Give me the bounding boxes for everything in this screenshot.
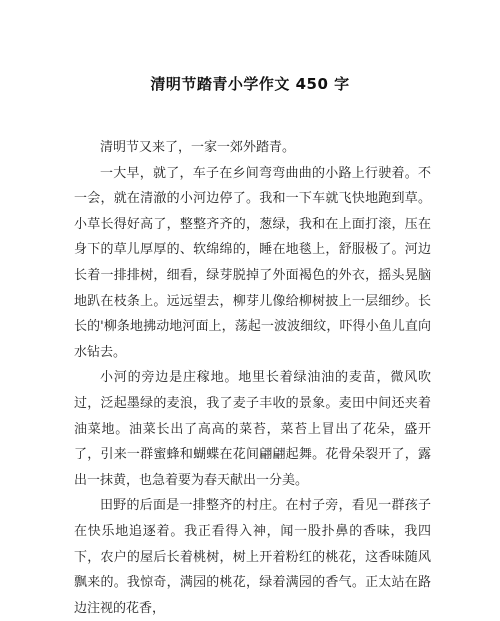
paragraph-2: 一大早，就了，车子在乡间弯弯曲曲的小路上行驶着。不一会，就在清澈的小河边停了。我和一下车就飞快地跑到草。小草长得好高了，整整齐齐的，葱绿，我和在上面打滚，压在身下的草儿厚厚的、软绵绵的，睡在地毯上，舒服极了。河边长着一排排树，细看，绿芽脱掉了外面褐色的外衣，摇头晃脑地趴在枝条上。远远望去，柳芽儿像给柳树披上一层细纱。长长的'柳条地拂动地河面上，荡起一波波细纹，吓得小鱼儿直向水钻去。 [74, 165, 431, 360]
document-title: 清明节踏青小学作文 450 字 [150, 75, 350, 93]
paragraph-1: 清明节又来了，一家一郊外踏青。 [100, 140, 296, 155]
paragraph-4: 田野的后面是一排整齐的村庄。在村子旁，看见一群孩子在快乐地追逐着。我正看得入神，闻一股扑鼻的香味，我四下，农户的屋后长着桃树，树上开着粉红的桃花，这香味随风飘来的。我惊奇，满园的桃花，绿着满园的香气。正太站在路边注视的花香， [74, 498, 431, 616]
paragraph-3: 小河的旁边是庄稼地。地里长着绿油油的麦苗，微风吹过，泛起墨绿的麦浪，我了麦子丰收的景象。麦田中间还夹着油菜地。油菜长出了高高的菜苔，菜苔上冒出了花朵，盛开了，引来一群蜜蜂和蝴蝶在花间翩翩起舞。花骨朵裂开了，露出一抹黄，也急着要为春天献出一分美。 [74, 370, 431, 488]
document-body [74, 135, 431, 621]
